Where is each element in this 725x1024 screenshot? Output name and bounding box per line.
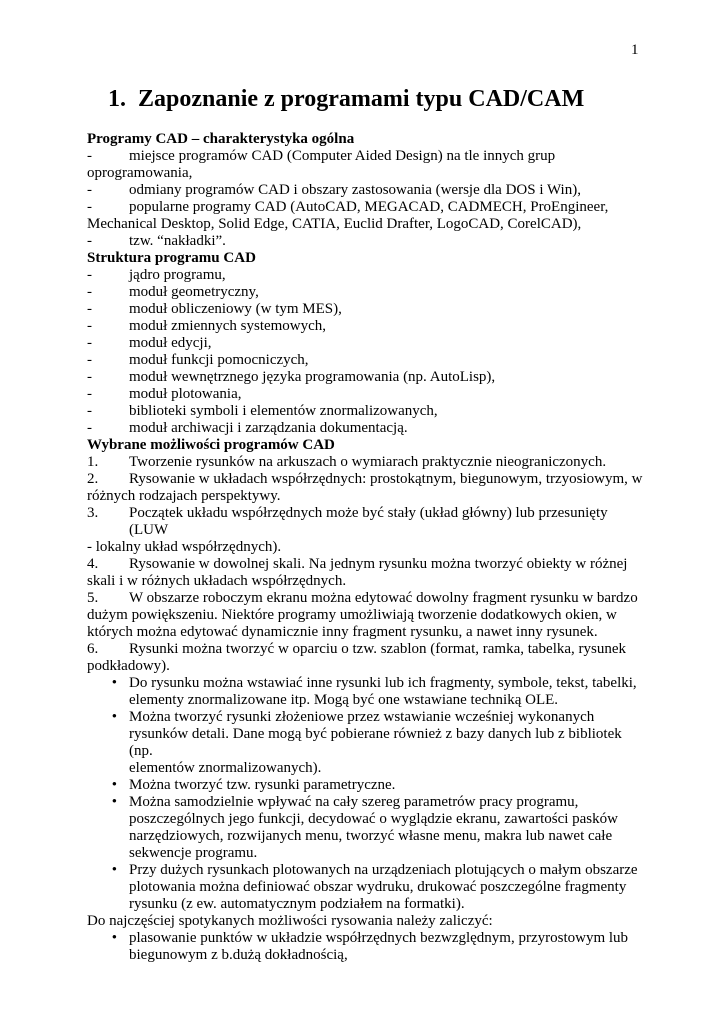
list-marker: - (87, 420, 92, 436)
title-text: Zapoznanie z programami typu CAD/CAM (138, 86, 585, 112)
numbered-item (87, 471, 647, 505)
list-text: popularne programy CAD (AutoCAD, MEGACAD, CADMECH, ProEngineer, (129, 199, 609, 215)
list-marker: - (87, 233, 92, 249)
document-body (87, 131, 647, 964)
list-marker: 5. (87, 590, 99, 606)
list-marker: 1. (87, 454, 99, 470)
list-marker: 6. (87, 641, 99, 657)
list-item (87, 199, 647, 233)
bullet-item (87, 930, 647, 964)
list-text: moduł zmiennych systemowych, (129, 318, 327, 334)
bullet-marker: • (111, 675, 117, 691)
list-marker: - (87, 335, 92, 351)
numbered-item (87, 454, 647, 471)
list-text: Początek układu współrzędnych może być stały (układ główny) lub przesunięty (LUW (129, 505, 608, 538)
list-marker: - (87, 369, 92, 385)
list-marker: - (87, 386, 92, 402)
list-text: tzw. “nakładki”. (129, 233, 226, 249)
list-item (87, 386, 647, 403)
list-item (87, 267, 647, 284)
bullet-line: Do rysunku można wstawiać inne rysunki lub ich fragmenty, symbole, tekst, tabelki, (129, 675, 637, 691)
bullet-marker: • (111, 930, 117, 946)
list-marker: - (87, 284, 92, 300)
list-item (87, 182, 647, 199)
list-item (87, 284, 647, 301)
bullet-line: Można samodzielnie wpływać na cały szereg parametrów pracy programu, (129, 794, 579, 810)
list-marker: - (87, 403, 92, 419)
bullet-line: poszczególnych jego funkcji, decydować o wyglądzie ekranu, zawartości pasków (129, 811, 618, 827)
bullet-line: Można tworzyć rysunki złożeniowe przez wstawianie wcześniej wykonanych (129, 709, 595, 725)
list-marker: - (87, 182, 92, 198)
list-text: Rysowanie w dowolnej skali. Na jednym rysunku można tworzyć obiekty w różnej (129, 556, 628, 572)
bullet-line: elementów znormalizowanych). (129, 760, 322, 776)
list-item (87, 318, 647, 335)
bullet-line: elementy znormalizowane itp. Mogą być one wstawiane techniką OLE. (129, 692, 559, 708)
list-item (87, 420, 647, 437)
bullet-item (87, 794, 647, 862)
section-heading-cad-capabilities: Wybrane możliwości programów CAD (87, 437, 335, 453)
bullet-line: Można tworzyć tzw. rysunki parametryczne. (129, 777, 396, 793)
bullet-item (87, 709, 647, 777)
list-marker: 4. (87, 556, 99, 572)
bullet-item (87, 777, 647, 794)
bullet-line: sekwencje programu. (129, 845, 258, 861)
list-text: miejsce programów CAD (Computer Aided Design) na tle innych grup (129, 148, 556, 164)
list-text: biblioteki symboli i elementów znormalizowanych, (129, 403, 438, 419)
list-item (87, 233, 647, 250)
section-heading-cad-structure: Struktura programu CAD (87, 250, 256, 266)
numbered-item (87, 590, 647, 641)
bullet-line: narzędziowych, rozwijanych menu, tworzyć własne menu, makra lub nawet całe (129, 828, 613, 844)
bullet-line: Przy dużych rysunkach plotowanych na urządzeniach plotujących o małym obszarze (129, 862, 638, 878)
list-item (87, 301, 647, 318)
list-text: Tworzenie rysunków na arkuszach o wymiarach praktycznie nieograniczonych. (129, 454, 607, 470)
list-text: W obszarze roboczym ekranu można edytować dowolny fragment rysunku w bardzo (129, 590, 638, 606)
list-text-continuation: Mechanical Desktop, Solid Edge, CATIA, Euclid Drafter, LogoCAD, CorelCAD), (87, 216, 582, 232)
bullet-line: plasowanie punktów w układzie współrzędnych bezwzględnym, przyrostowym lub (129, 930, 629, 946)
bullet-marker: • (111, 862, 117, 878)
list-marker: - (87, 318, 92, 334)
bullet-line: rysunku (z ew. automatycznym podziałem na formatki). (129, 896, 465, 912)
bullet-item (87, 675, 647, 709)
numbered-item (87, 505, 647, 556)
title-number: 1. (108, 86, 126, 112)
list-text-continuation: podkładowy). (87, 658, 170, 674)
bullet-line: rysunków detali. Dane mogą być pobierane również z bazy danych lub z bibliotek (np. (129, 726, 622, 759)
list-item (87, 369, 647, 386)
section-heading-cad-characteristics: Programy CAD – charakterystyka ogólna (87, 131, 355, 147)
list-text-continuation: skali i w różnych układach współrzędnych. (87, 573, 347, 589)
list-marker: 3. (87, 505, 99, 521)
list-marker: - (87, 148, 92, 164)
bullet-marker: • (111, 777, 117, 793)
list-item (87, 352, 647, 369)
bullet-marker: • (111, 794, 117, 810)
list-text-continuation: różnych rodzajach perspektywy. (87, 488, 281, 504)
list-text: moduł geometryczny, (129, 284, 259, 300)
bullet-line: plotowania można definiować obszar wydruku, drukować poszczególne fragmenty (129, 879, 627, 895)
list-text: Rysowanie w układach współrzędnych: prostokątnym, biegunowym, trzyosiowym, w (129, 471, 643, 487)
list-marker: - (87, 352, 92, 368)
list-item (87, 335, 647, 352)
list-text: jądro programu, (129, 267, 226, 283)
paragraph-intro: Do najczęściej spotykanych możliwości rysowania należy zaliczyć: (87, 913, 493, 929)
list-text-continuation: dużym powiększeniu. Niektóre programy umożliwiają tworzenie dodatkowych okien, w których można edytować dynamicznie inny fragment rysunku, a nawet inny rysunek. (87, 607, 617, 640)
list-text: moduł archiwacji i zarządzania dokumentacją. (129, 420, 408, 436)
numbered-item (87, 641, 647, 675)
bullet-marker: • (111, 709, 117, 725)
list-marker: - (87, 301, 92, 317)
numbered-item (87, 556, 647, 590)
list-marker: - (87, 199, 92, 215)
bullet-item (87, 862, 647, 913)
page-number: 1 (631, 42, 639, 58)
list-marker: - (87, 267, 92, 283)
list-text: moduł edycji, (129, 335, 212, 351)
list-text-continuation: oprogramowania, (87, 165, 193, 181)
page-title (108, 86, 584, 113)
list-item (87, 403, 647, 420)
list-marker: 2. (87, 471, 99, 487)
list-text: moduł obliczeniowy (w tym MES), (129, 301, 342, 317)
list-text-continuation: - lokalny układ współrzędnych). (87, 539, 282, 555)
bullet-line: biegunowym z b.dużą dokładnością, (129, 947, 348, 963)
list-text: moduł plotowania, (129, 386, 242, 402)
list-text: odmiany programów CAD i obszary zastosowania (wersje dla DOS i Win), (129, 182, 581, 198)
list-text: moduł funkcji pomocniczych, (129, 352, 309, 368)
list-text: Rysunki można tworzyć w oparciu o tzw. szablon (format, ramka, tabelka, rysunek (129, 641, 627, 657)
list-text: moduł wewnętrznego języka programowania (np. AutoLisp), (129, 369, 496, 385)
list-item (87, 148, 647, 182)
